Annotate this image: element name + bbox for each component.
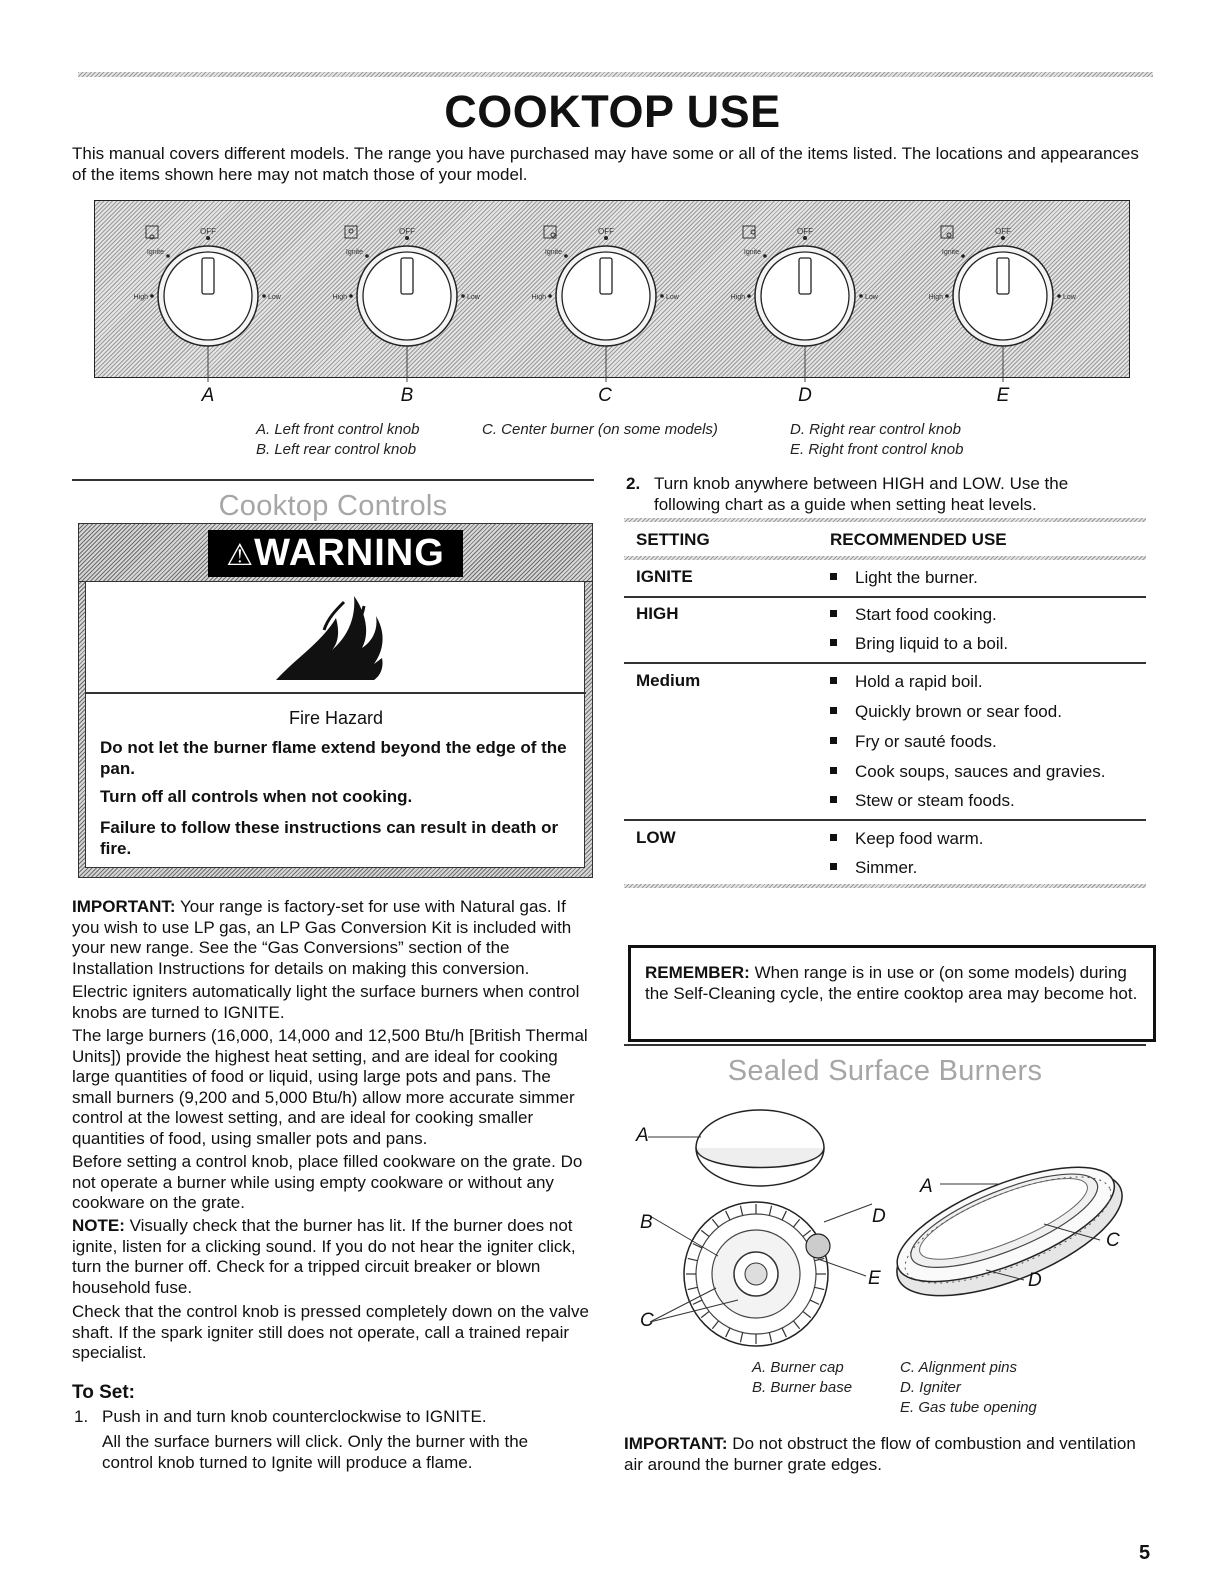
caption-knob-e: E. Right front control knob <box>790 441 964 458</box>
dial-label-high: High <box>730 294 745 301</box>
knob-letter-e: E <box>996 385 1010 406</box>
caption-burner-base: B. Burner base <box>752 1379 853 1396</box>
caption-gas-tube: E. Gas tube opening <box>900 1399 1037 1416</box>
table-row-medium-use-5: Stew or steam foods. <box>830 790 1015 811</box>
step-1-text: Push in and turn knob counterclockwise to IGNITE. <box>102 1407 487 1426</box>
before-setting-paragraph: Before setting a control knob, place filled cookware on the grate. Do not operate a burner while using empty cookware or without any cookware on the grate. <box>72 1152 583 1212</box>
dial-label-ignite: Ignite <box>941 249 959 256</box>
control-knob <box>134 226 282 382</box>
igniters-paragraph: Electric igniters automatically light the surface burners when control knobs are turned to IGNITE. <box>72 982 580 1022</box>
burner-letter-c-left: C <box>640 1310 654 1331</box>
remember-box: REMEMBER: When range is in use or (on some models) during the Self-Cleaning cycle, the entire cooktop area may become hot. <box>628 945 1156 1042</box>
table-row-low-setting: LOW <box>636 828 676 847</box>
dial-label-off: OFF <box>200 227 216 236</box>
knob-letter-a: A <box>201 385 215 406</box>
dial-label-low: Low <box>1063 294 1076 301</box>
control-knob <box>333 226 481 382</box>
dial-label-high: High <box>928 294 943 301</box>
table-row-ignite-use-1: Light the burner. <box>830 567 978 588</box>
dial-label-high: High <box>332 294 347 301</box>
table-top-rule <box>624 518 1146 522</box>
burner-position-icon <box>941 226 953 238</box>
burner-letter-d-left: D <box>872 1206 886 1227</box>
important-gas-paragraph: IMPORTANT: Your range is factory-set for use with Natural gas. If you wish to use LP gas, an LP Gas Conversion Kit is included with your new range. See the “Gas Conversions” section of the Installation Instructions for details on making this conversion. <box>72 897 572 978</box>
dial-label-ignite: Ignite <box>345 249 363 256</box>
table-row-medium-use-3: Fry or sauté foods. <box>830 731 997 752</box>
step-2-text: Turn knob anywhere between HIGH and LOW. Use the following chart as a guide when setting heat levels. <box>654 474 1069 514</box>
table-row-medium-use-2: Quickly brown or sear food. <box>830 701 1062 722</box>
burner-letter-a-oval: A <box>920 1176 933 1197</box>
caption-igniter: D. Igniter <box>900 1379 961 1396</box>
table-row-high-use-1: Start food cooking. <box>830 604 997 625</box>
dial-label-ignite: Ignite <box>743 249 761 256</box>
dial-label-off: OFF <box>399 227 415 236</box>
dial-label-high: High <box>531 294 546 301</box>
caption-burner-cap: A. Burner cap <box>752 1359 844 1376</box>
control-knob <box>929 226 1077 382</box>
burner-letter-c-oval: C <box>1106 1230 1120 1251</box>
page-number: 5 <box>1139 1542 1151 1564</box>
burner-position-icon <box>146 226 158 239</box>
burner-position-icon <box>544 226 556 238</box>
dial-label-off: OFF <box>995 227 1011 236</box>
important-airflow-paragraph: IMPORTANT: Do not obstruct the flow of combustion and ventilation air around the burner grate edges. <box>624 1434 1136 1474</box>
dial-label-off: OFF <box>797 227 813 236</box>
caption-alignment-pins: C. Alignment pins <box>900 1359 1017 1376</box>
dial-label-low: Low <box>865 294 878 301</box>
knob-letter-c: C <box>598 385 612 406</box>
dial-label-low: Low <box>666 294 679 301</box>
control-knob <box>731 226 879 382</box>
cooktop-controls-heading: Cooktop Controls <box>218 490 448 522</box>
note-paragraph: NOTE: Visually check that the burner has lit. If the burner does not ignite, listen for a clicking sound. If you do not hear the igniter click, turn the burner off. Check for a tripped circuit breaker or blown household fuse. <box>72 1216 576 1297</box>
table-row-high-use-2: Bring liquid to a boil. <box>830 633 1008 654</box>
burner-position-icon <box>743 226 755 238</box>
knob-letter-b: B <box>400 385 414 406</box>
knob-letter-d: D <box>798 385 812 406</box>
table-header-rule <box>624 556 1146 560</box>
burners-section-rule <box>624 1044 1146 1046</box>
table-row-high-setting: HIGH <box>636 604 679 623</box>
burners-btu-paragraph: The large burners (16,000, 14,000 and 12,500 Btu/h [British Thermal Units]) provide the highest heat setting, and are ideal for cooking large quantities of food or liquid, using large pots and pans. The small burners (9,200 and 5,000 Btu/h) allow more accurate simmer control at the lowest setting, and are ideal for cooking smaller quantities of food, using smaller pots and pans. <box>72 1026 588 1148</box>
burner-illustration <box>626 1104 1146 1354</box>
warning-line-3: Failure to follow these instructions can result in death or fire. <box>100 818 559 858</box>
table-row-low-use-1: Keep food warm. <box>830 828 984 849</box>
caption-knob-d: D. Right rear control knob <box>790 421 961 438</box>
warning-triangle-icon: ⚠ <box>226 538 255 572</box>
table-bottom-rule <box>624 884 1146 888</box>
dial-label-low: Low <box>268 294 281 301</box>
burner-letter-e: E <box>868 1268 881 1289</box>
warning-box <box>78 523 593 878</box>
dial-label-off: OFF <box>598 227 614 236</box>
table-row-medium-setting: Medium <box>636 671 701 690</box>
dial-label-ignite: Ignite <box>146 249 164 256</box>
step-1-number: 1. <box>74 1407 89 1426</box>
burner-letter-b: B <box>640 1212 653 1233</box>
warning-line-2: Turn off all controls when not cooking. <box>100 787 413 806</box>
warning-label: ⚠WARNING <box>208 530 463 577</box>
check-knob-paragraph: Check that the control knob is pressed completely down on the valve shaft. If the spark igniter still does not operate, call a trained repair specialist. <box>72 1302 589 1362</box>
fire-hazard-title: Fire Hazard <box>288 708 384 728</box>
control-knobs-illustration <box>0 0 1225 420</box>
burner-position-icon <box>345 226 357 238</box>
warning-line-1: Do not let the burner flame extend beyond the edge of the pan. <box>100 738 567 778</box>
intro-text: This manual covers different models. The range you have purchased may have some or all of the items listed. The locations and appearances of the items shown here may not match those of your model. <box>72 144 1139 184</box>
step-1-detail: All the surface burners will click. Only the burner with the control knob turned to Ignite will produce a flame. <box>102 1432 529 1472</box>
table-row-medium-use-1: Hold a rapid boil. <box>830 671 983 692</box>
burner-letter-a-cap: A <box>636 1125 649 1146</box>
table-header-setting: SETTING <box>636 530 710 549</box>
controls-section-rule <box>72 479 594 481</box>
control-knob <box>532 226 680 382</box>
fire-icon <box>266 588 406 688</box>
caption-knob-c: C. Center burner (on some models) <box>482 421 718 438</box>
dial-label-ignite: Ignite <box>544 249 562 256</box>
page-title: COOKTOP USE <box>444 86 781 137</box>
table-header-use: RECOMMENDED USE <box>830 530 1007 549</box>
burner-letter-d-oval: D <box>1028 1270 1042 1291</box>
table-row-ignite-setting: IGNITE <box>636 567 693 586</box>
table-row-medium-use-4: Cook soups, sauces and gravies. <box>830 761 1105 782</box>
to-set-heading: To Set: <box>72 1382 135 1403</box>
sealed-burners-heading: Sealed Surface Burners <box>727 1055 1043 1087</box>
table-row-low-use-2: Simmer. <box>830 857 917 878</box>
dial-label-low: Low <box>467 294 480 301</box>
caption-knob-a: A. Left front control knob <box>256 421 420 438</box>
caption-knob-b: B. Left rear control knob <box>256 441 417 458</box>
dial-label-high: High <box>133 294 148 301</box>
step-2-number: 2. <box>626 474 641 493</box>
